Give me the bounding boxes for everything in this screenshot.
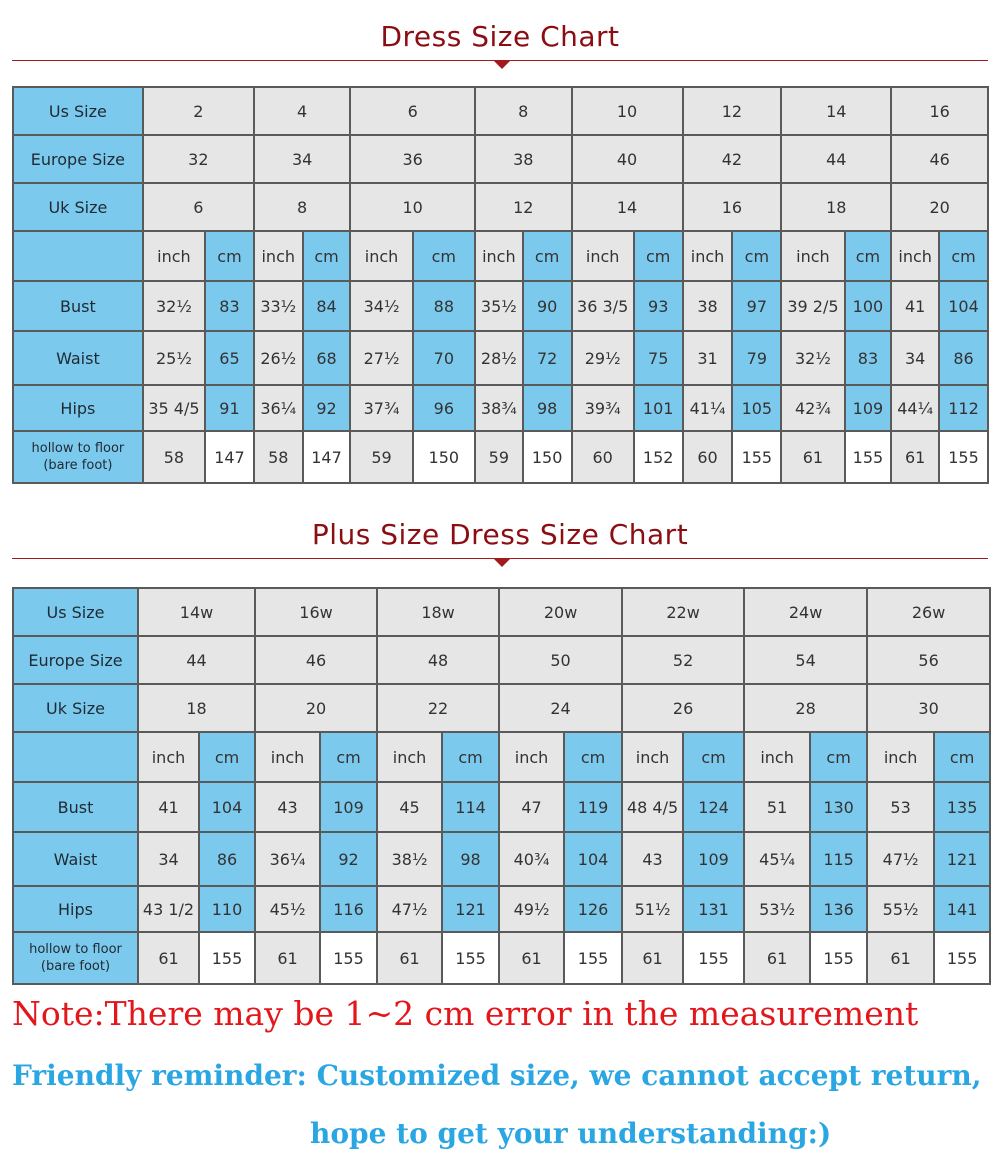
bust-cm-cell: 124	[683, 782, 744, 832]
unit-inch-label: inch	[781, 231, 844, 281]
waist-inch-cell: 32½	[781, 331, 844, 385]
bust-inch-cell: 53	[867, 782, 934, 832]
us-size-cell: 20w	[499, 588, 622, 636]
europe-size-cell: 54	[744, 636, 867, 684]
hips-row	[13, 886, 990, 932]
bust-cm-cell: 130	[810, 782, 867, 832]
hips-cm-cell: 121	[442, 886, 499, 932]
uk-size-cell: 22	[377, 684, 499, 732]
unit-cm-label: cm	[845, 231, 892, 281]
waist-cm-cell: 86	[199, 832, 255, 886]
unit-cm-label: cm	[442, 732, 499, 782]
uk-size-cell: 16	[683, 183, 782, 231]
waist-inch-cell: 29½	[572, 331, 634, 385]
bust-inch-cell: 45	[377, 782, 442, 832]
waist-cm-cell: 70	[413, 331, 475, 385]
waist-cm-cell: 75	[634, 331, 683, 385]
europe-size-cell: 52	[622, 636, 744, 684]
us-size-cell: 10	[572, 87, 683, 135]
unit-inch-label: inch	[622, 732, 683, 782]
hollow-cm-cell: 147	[303, 431, 351, 483]
hollow-inch-cell: 58	[143, 431, 205, 483]
us-size-cell: 16	[891, 87, 988, 135]
hips-inch-cell: 39¾	[572, 385, 634, 431]
hollow-cm-cell: 147	[205, 431, 254, 483]
bust-inch-cell: 51	[744, 782, 810, 832]
waist-inch-cell: 28½	[475, 331, 523, 385]
waist-inch-cell: 27½	[350, 331, 412, 385]
waist-cm-cell: 86	[939, 331, 988, 385]
hollow-cm-cell: 155	[939, 431, 988, 483]
unit-inch-label: inch	[867, 732, 934, 782]
uk-size-cell: 14	[572, 183, 683, 231]
bust-inch-cell: 34½	[350, 281, 412, 331]
uk-size-cell: 24	[499, 684, 622, 732]
hips-cm-cell: 92	[303, 385, 351, 431]
waist-inch-cell: 43	[622, 832, 683, 886]
unit-cm-label: cm	[939, 231, 988, 281]
unit-label-blank	[13, 732, 138, 782]
hollow-inch-cell: 61	[781, 431, 844, 483]
uk-size-row	[13, 684, 990, 732]
hollow-cm-cell: 155	[810, 932, 867, 984]
uk-size-cell: 30	[867, 684, 990, 732]
regular-chart-title: Dress Size Chart	[380, 20, 620, 53]
us-size-row	[13, 87, 988, 135]
hollow-cm-cell: 155	[320, 932, 377, 984]
bust-cm-cell: 114	[442, 782, 499, 832]
us-size-cell: 24w	[744, 588, 867, 636]
us-size-label: Us Size	[13, 87, 143, 135]
hollow-inch-cell: 61	[622, 932, 683, 984]
uk-size-cell: 18	[781, 183, 891, 231]
bust-label: Bust	[13, 281, 143, 331]
hollow-label-line2: (bare foot)	[43, 458, 113, 473]
europe-size-label: Europe Size	[13, 636, 138, 684]
us-size-cell: 14	[781, 87, 891, 135]
bust-cm-cell: 104	[939, 281, 988, 331]
bust-cm-cell: 83	[205, 281, 254, 331]
us-size-cell: 26w	[867, 588, 990, 636]
unit-row	[13, 231, 988, 281]
bust-cm-cell: 97	[732, 281, 781, 331]
hollow-label-line2: (bare foot)	[40, 959, 111, 974]
unit-label-blank	[13, 231, 143, 281]
hollow-row	[13, 932, 990, 984]
hollow-cm-cell: 150	[413, 431, 475, 483]
waist-inch-cell: 25½	[143, 331, 205, 385]
bust-inch-cell: 39 2/5	[781, 281, 844, 331]
hips-cm-cell: 126	[564, 886, 622, 932]
hollow-cm-cell: 155	[732, 431, 781, 483]
unit-inch-label: inch	[891, 231, 939, 281]
europe-size-cell: 36	[350, 135, 475, 183]
us-size-cell: 4	[254, 87, 351, 135]
hips-cm-cell: 141	[934, 886, 990, 932]
us-size-row	[13, 588, 990, 636]
us-size-cell: 8	[475, 87, 572, 135]
uk-size-cell: 26	[622, 684, 744, 732]
waist-cm-cell: 115	[810, 832, 867, 886]
hollow-inch-cell: 61	[499, 932, 564, 984]
hollow-to-floor-label	[13, 932, 138, 984]
europe-size-cell: 42	[683, 135, 782, 183]
hips-inch-cell: 38¾	[475, 385, 523, 431]
waist-inch-cell: 31	[683, 331, 733, 385]
unit-cm-label: cm	[413, 231, 475, 281]
europe-size-cell: 50	[499, 636, 622, 684]
waist-label: Waist	[13, 832, 138, 886]
bust-cm-cell: 104	[199, 782, 255, 832]
unit-cm-label: cm	[683, 732, 744, 782]
us-size-cell: 2	[143, 87, 254, 135]
us-size-cell: 14w	[138, 588, 255, 636]
uk-size-cell: 6	[143, 183, 254, 231]
hips-cm-cell: 110	[199, 886, 255, 932]
hollow-inch-cell: 60	[683, 431, 733, 483]
unit-cm-label: cm	[303, 231, 351, 281]
bust-inch-cell: 35½	[475, 281, 523, 331]
plus-chart-title: Plus Size Dress Size Chart	[311, 518, 689, 551]
hollow-cm-cell: 155	[845, 431, 892, 483]
us-size-cell: 12	[683, 87, 782, 135]
unit-inch-label: inch	[143, 231, 205, 281]
hollow-label-line1: hollow to floor	[29, 942, 122, 957]
waist-cm-cell: 109	[683, 832, 744, 886]
plus-size-table	[12, 587, 991, 985]
unit-cm-label: cm	[199, 732, 255, 782]
bust-label: Bust	[13, 782, 138, 832]
waist-row	[13, 832, 990, 886]
unit-inch-label: inch	[254, 231, 303, 281]
unit-inch-label: inch	[255, 732, 320, 782]
hollow-inch-cell: 61	[867, 932, 934, 984]
waist-cm-cell: 65	[205, 331, 254, 385]
waist-cm-cell: 92	[320, 832, 377, 886]
unit-inch-label: inch	[499, 732, 564, 782]
bust-cm-cell: 119	[564, 782, 622, 832]
waist-cm-cell: 83	[845, 331, 892, 385]
hips-cm-cell: 96	[413, 385, 475, 431]
unit-cm-label: cm	[523, 231, 572, 281]
hollow-label-line1: hollow to floor	[31, 441, 125, 456]
bust-inch-cell: 48 4/5	[622, 782, 683, 832]
unit-inch-label: inch	[683, 231, 733, 281]
hips-cm-cell: 136	[810, 886, 867, 932]
bust-inch-cell: 36 3/5	[572, 281, 634, 331]
hips-inch-cell: 37¾	[350, 385, 412, 431]
us-size-label: Us Size	[13, 588, 138, 636]
friendly-reminder-line2: hope to get your understanding:)	[310, 1117, 832, 1150]
unit-cm-label: cm	[205, 231, 254, 281]
hips-label: Hips	[13, 886, 138, 932]
waist-inch-cell: 34	[891, 331, 939, 385]
waist-inch-cell: 40¾	[499, 832, 564, 886]
waist-inch-cell: 26½	[254, 331, 303, 385]
hips-inch-cell: 35 4/5	[143, 385, 205, 431]
unit-cm-label: cm	[810, 732, 867, 782]
europe-size-cell: 44	[138, 636, 255, 684]
hollow-inch-cell: 59	[475, 431, 523, 483]
waist-cm-cell: 104	[564, 832, 622, 886]
uk-size-cell: 12	[475, 183, 572, 231]
waist-label: Waist	[13, 331, 143, 385]
hollow-inch-cell: 59	[350, 431, 412, 483]
uk-size-cell: 20	[891, 183, 988, 231]
hollow-inch-cell: 58	[254, 431, 303, 483]
europe-size-row	[13, 636, 990, 684]
uk-size-cell: 28	[744, 684, 867, 732]
hollow-cm-cell: 155	[442, 932, 499, 984]
uk-size-label: Uk Size	[13, 684, 138, 732]
waist-cm-cell: 98	[442, 832, 499, 886]
europe-size-cell: 34	[254, 135, 351, 183]
friendly-reminder-line1: Friendly reminder: Customized size, we cannot accept return,	[12, 1059, 982, 1092]
hollow-cm-cell: 150	[523, 431, 572, 483]
plus-title-arrow	[494, 559, 510, 567]
waist-cm-cell: 68	[303, 331, 351, 385]
hips-cm-cell: 112	[939, 385, 988, 431]
regular-title-arrow	[494, 61, 510, 69]
waist-inch-cell: 36¼	[255, 832, 320, 886]
europe-size-cell: 38	[475, 135, 572, 183]
hips-label: Hips	[13, 385, 143, 431]
hips-cm-cell: 105	[732, 385, 781, 431]
hips-cm-cell: 98	[523, 385, 572, 431]
hips-cm-cell: 131	[683, 886, 744, 932]
hips-cm-cell: 116	[320, 886, 377, 932]
bust-cm-cell: 100	[845, 281, 892, 331]
uk-size-cell: 18	[138, 684, 255, 732]
europe-size-cell: 40	[572, 135, 683, 183]
hips-inch-cell: 41¼	[683, 385, 733, 431]
hollow-cm-cell: 155	[564, 932, 622, 984]
hollow-inch-cell: 61	[255, 932, 320, 984]
waist-inch-cell: 47½	[867, 832, 934, 886]
hips-inch-cell: 45½	[255, 886, 320, 932]
waist-inch-cell: 38½	[377, 832, 442, 886]
bust-row	[13, 281, 988, 331]
unit-cm-label: cm	[934, 732, 990, 782]
unit-cm-label: cm	[320, 732, 377, 782]
hips-inch-cell: 42¾	[781, 385, 844, 431]
unit-row	[13, 732, 990, 782]
europe-size-cell: 46	[891, 135, 988, 183]
hollow-inch-cell: 61	[744, 932, 810, 984]
bust-cm-cell: 93	[634, 281, 683, 331]
unit-inch-label: inch	[744, 732, 810, 782]
waist-cm-cell: 79	[732, 331, 781, 385]
waist-row	[13, 331, 988, 385]
bust-inch-cell: 33½	[254, 281, 303, 331]
europe-size-cell: 32	[143, 135, 254, 183]
regular-size-table	[12, 86, 989, 484]
hollow-cm-cell: 155	[683, 932, 744, 984]
unit-cm-label: cm	[732, 231, 781, 281]
hips-inch-cell: 44¼	[891, 385, 939, 431]
waist-cm-cell: 72	[523, 331, 572, 385]
hollow-inch-cell: 61	[377, 932, 442, 984]
europe-size-cell: 48	[377, 636, 499, 684]
hollow-inch-cell: 61	[138, 932, 199, 984]
europe-size-cell: 56	[867, 636, 990, 684]
uk-size-cell: 8	[254, 183, 351, 231]
europe-size-cell: 44	[781, 135, 891, 183]
hips-inch-cell: 53½	[744, 886, 810, 932]
hips-inch-cell: 47½	[377, 886, 442, 932]
waist-inch-cell: 34	[138, 832, 199, 886]
bust-cm-cell: 90	[523, 281, 572, 331]
hips-inch-cell: 55½	[867, 886, 934, 932]
unit-inch-label: inch	[475, 231, 523, 281]
hips-cm-cell: 109	[845, 385, 892, 431]
us-size-cell: 6	[350, 87, 475, 135]
unit-cm-label: cm	[564, 732, 622, 782]
hollow-cm-cell: 155	[199, 932, 255, 984]
bust-inch-cell: 38	[683, 281, 733, 331]
unit-cm-label: cm	[634, 231, 683, 281]
bust-cm-cell: 88	[413, 281, 475, 331]
hips-inch-cell: 51½	[622, 886, 683, 932]
hips-inch-cell: 49½	[499, 886, 564, 932]
hips-cm-cell: 101	[634, 385, 683, 431]
us-size-cell: 16w	[255, 588, 377, 636]
measurement-note: Note:There may be 1~2 cm error in the measurement	[12, 994, 919, 1033]
bust-inch-cell: 41	[138, 782, 199, 832]
bust-cm-cell: 109	[320, 782, 377, 832]
hips-inch-cell: 36¼	[254, 385, 303, 431]
hollow-inch-cell: 60	[572, 431, 634, 483]
bust-inch-cell: 47	[499, 782, 564, 832]
uk-size-cell: 10	[350, 183, 475, 231]
unit-inch-label: inch	[572, 231, 634, 281]
hollow-row	[13, 431, 988, 483]
bust-row	[13, 782, 990, 832]
europe-size-row	[13, 135, 988, 183]
uk-size-cell: 20	[255, 684, 377, 732]
hollow-cm-cell: 155	[934, 932, 990, 984]
hollow-cm-cell: 152	[634, 431, 683, 483]
hollow-inch-cell: 61	[891, 431, 939, 483]
us-size-cell: 22w	[622, 588, 744, 636]
bust-cm-cell: 135	[934, 782, 990, 832]
bust-cm-cell: 84	[303, 281, 351, 331]
waist-cm-cell: 121	[934, 832, 990, 886]
us-size-cell: 18w	[377, 588, 499, 636]
hollow-to-floor-label	[13, 431, 143, 483]
europe-size-label: Europe Size	[13, 135, 143, 183]
europe-size-cell: 46	[255, 636, 377, 684]
hips-row	[13, 385, 988, 431]
uk-size-row	[13, 183, 988, 231]
unit-inch-label: inch	[350, 231, 412, 281]
unit-inch-label: inch	[138, 732, 199, 782]
bust-inch-cell: 32½	[143, 281, 205, 331]
hips-inch-cell: 43 1/2	[138, 886, 199, 932]
waist-inch-cell: 45¼	[744, 832, 810, 886]
bust-inch-cell: 41	[891, 281, 939, 331]
bust-inch-cell: 43	[255, 782, 320, 832]
uk-size-label: Uk Size	[13, 183, 143, 231]
unit-inch-label: inch	[377, 732, 442, 782]
hips-cm-cell: 91	[205, 385, 254, 431]
